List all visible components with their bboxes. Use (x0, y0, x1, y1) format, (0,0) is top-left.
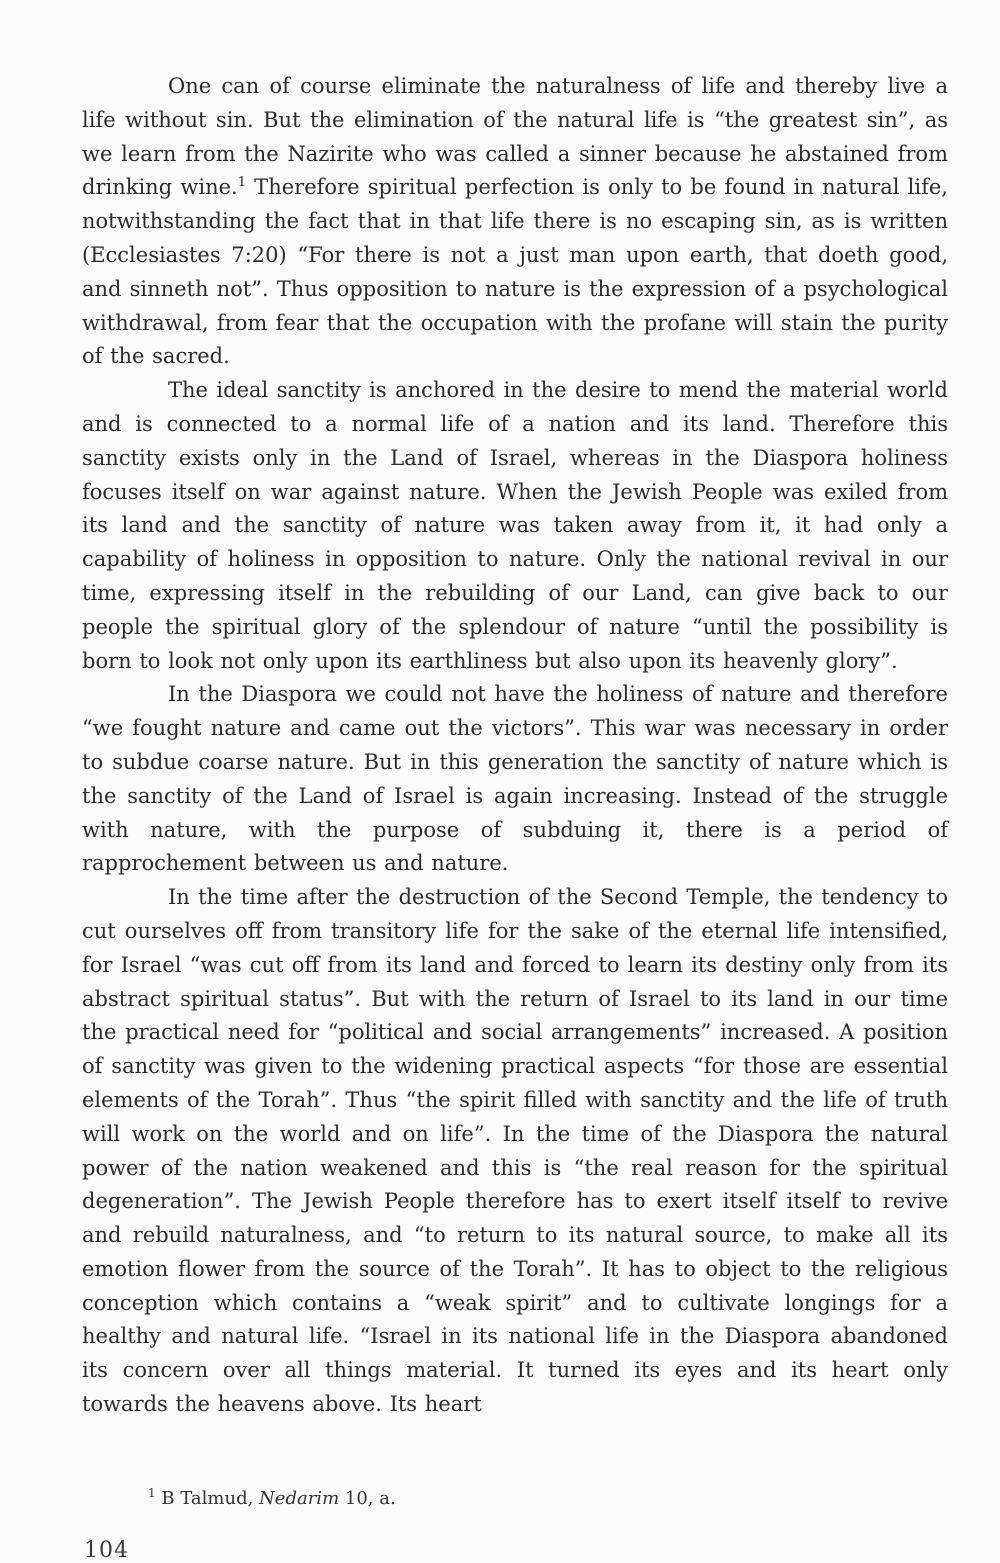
footnote-text-after: 10, a. (339, 1488, 396, 1509)
footnote-marker: 1 (148, 1486, 156, 1500)
paragraph-4: In the time after the destruction of the Second Temple, the tendency to cut ourselves off from transitory life for the sake of the eternal life intensified, for Israel “was cut off from its land and forced to learn its destiny only from its abstract spiritual status”. But with the return of Israel to its land in our time the practical need for “political and social arrangements” increased. A position of sanctity was given to the widening practical aspects “for those are essential elements of the Torah”. Thus “the spirit filled with sanctity and the life of truth will work on the world and on life”. In the time of the Diaspora the natural power of the nation weakened and this is “the real reason for the spiritual degeneration”. The Jewish People therefore has to exert itself itself to revive and rebuild naturalness, and “to return to its natural source, to make all its emotion flower from the source of the Torah”. It has to object to the religious conception which contains a “weak spirit” and to cultivate longings for a healthy and natural life. “Israel in its national life in the Diaspora abandoned its concern over all things material. It turned its eyes and its heart only towards the heavens above. Its heart (82, 885, 948, 1417)
paragraph-3: In the Diaspora we could not have the holiness of nature and therefore “we fought nature and came out the victors”. This war was necessary in order to subdue coarse nature. But in this generation the sanctity of nature which is the sanctity of the Land of Israel is again increasing. Instead of the struggle with nature, with the purpose of subduing it, there is a period of rapprochement between us and nature. (82, 682, 948, 876)
footnote-title: Nedarim (259, 1488, 340, 1509)
paragraph-1 (82, 70, 948, 374)
paragraph-2: The ideal sanctity is anchored in the desire to mend the material world and is connected to a normal life of a nation and its land. Therefore this sanctity exists only in the Land of Israel, whereas in the Diaspora holiness focuses itself on war against nature. When the Jewish People was exiled from its land and the sanctity of nature was taken away from it, it had only a capability of holiness in opposition to nature. Only the national revival in our time, expressing itself in the rebuilding of our Land, can give back to our people the spiritual glory of the splendour of nature “until the possibility is born to look not only upon its earthliness but also upon its heavenly glory”. (82, 378, 948, 673)
footnote (148, 1481, 396, 1511)
paragraph-1-text-before: One can of course eliminate the naturalness of life and thereby live a life without sin. But the elimination of the natural life is “the greatest sin”, as we learn from the Nazirite who was called a sinner because he abstained from drinking wine. (82, 74, 948, 200)
footnote-reference: 1 (237, 175, 246, 191)
page-body (82, 70, 948, 1422)
footnote-text-before: B Talmud, (155, 1488, 260, 1509)
page-number: 104 (84, 1538, 129, 1563)
paragraph-1-text-after: Therefore spiritual perfection is only to be found in natural life, notwithstanding the fact that in that life there is no escaping sin, as is written (Ecclesiastes 7:20) “For there is not a just man upon earth, that doeth good, and sinneth not”. Thus opposition to nature is the expression of a psychological withdrawal, from fear that the occupation with the profane will stain the purity of the sacred. (82, 175, 948, 369)
